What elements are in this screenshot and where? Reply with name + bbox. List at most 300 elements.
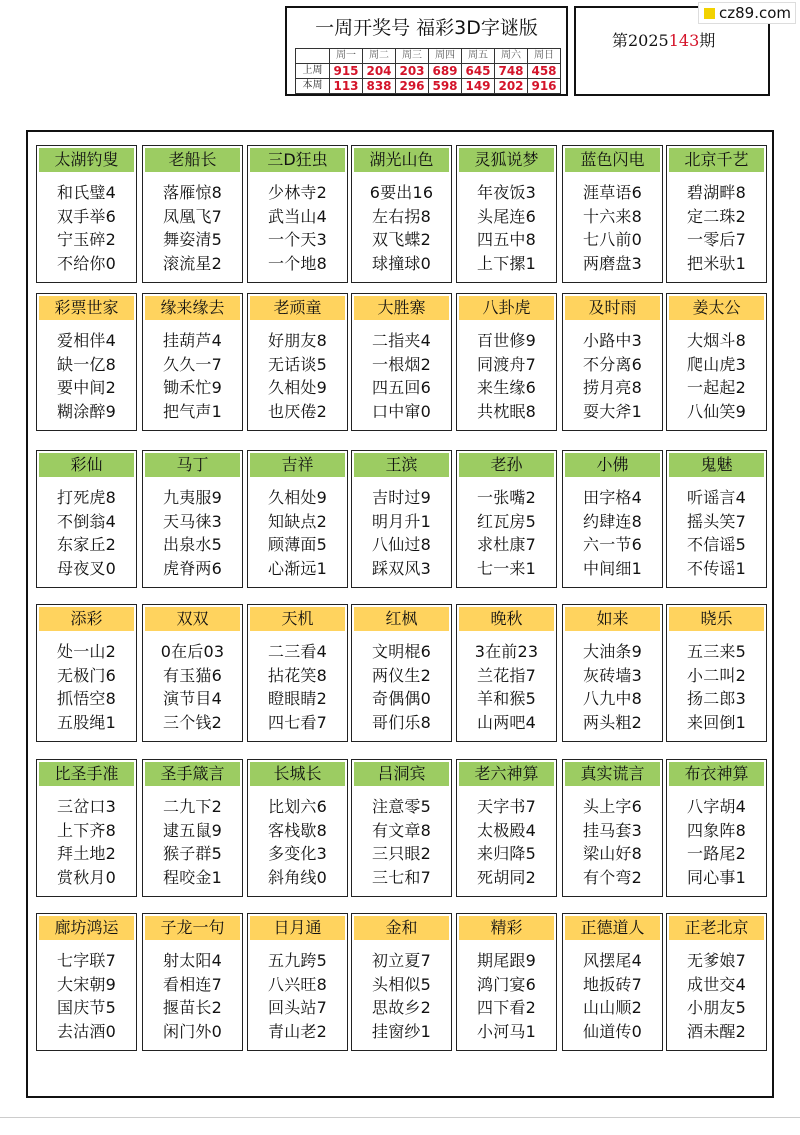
riddle-card (351, 450, 452, 588)
riddle-line: 死胡同2 (477, 867, 536, 887)
riddle-line: 踩双风3 (372, 558, 431, 578)
riddle-line: 无爹娘7 (687, 951, 746, 970)
riddle-line: 糊涂醉9 (57, 401, 116, 421)
riddle-line: 耍大斧1 (583, 401, 642, 421)
card-lines (457, 640, 556, 734)
riddle-card (456, 759, 557, 897)
card-title: 红枫 (354, 607, 449, 631)
card-title: 老船长 (145, 148, 240, 172)
weekday-label: 周三 (396, 49, 429, 64)
riddle-line: 把气声1 (163, 401, 222, 421)
weekday-label: 周二 (363, 49, 396, 64)
riddle-line: 看相连7 (163, 974, 222, 994)
card-lines (143, 329, 242, 423)
riddle-line: 和氏璧4 (57, 183, 116, 202)
card-title: 金和 (354, 916, 449, 940)
riddle-line: 一路尾2 (687, 844, 746, 863)
riddle-line: 虎脊两6 (163, 558, 222, 578)
riddle-line: 久相处9 (268, 488, 327, 507)
riddle-card (456, 604, 557, 742)
riddle-line: 口中窜0 (372, 401, 431, 421)
result-number: 598 (429, 79, 462, 94)
riddle-line: 三个钱2 (163, 712, 222, 732)
riddle-line: 红瓦房5 (477, 511, 536, 531)
riddle-card (142, 759, 243, 897)
riddle-line: 头尾连6 (477, 206, 536, 226)
card-lines (457, 329, 556, 423)
riddle-line: 八仙笑9 (687, 401, 746, 421)
riddle-line: 程咬金1 (163, 867, 222, 887)
riddle-line: 捞月亮8 (583, 378, 642, 397)
last-week-row (296, 64, 561, 79)
watermark-badge (698, 2, 796, 24)
card-title: 姜太公 (669, 296, 764, 320)
riddle-line: 一起起2 (687, 378, 746, 397)
riddle-line: 梁山好8 (583, 844, 642, 863)
riddle-line: 不传谣1 (687, 558, 746, 578)
card-lines (563, 795, 662, 889)
riddle-line: 天马徕3 (163, 511, 222, 531)
riddle-card (351, 293, 452, 431)
card-title: 蓝色闪电 (565, 148, 660, 172)
result-number: 149 (462, 79, 495, 94)
riddle-line: 不倒翁4 (57, 511, 116, 531)
riddle-line: 挂葫芦4 (163, 331, 222, 350)
result-number: 645 (462, 64, 495, 79)
card-title: 日月通 (250, 916, 345, 940)
card-lines (37, 949, 136, 1043)
riddle-card (666, 759, 767, 897)
riddle-line: 处一山2 (57, 642, 116, 661)
result-number: 838 (363, 79, 396, 94)
card-title: 缘来缘去 (145, 296, 240, 320)
riddle-line: 四五回6 (372, 378, 431, 397)
riddle-card (247, 604, 348, 742)
header-panel (285, 6, 568, 96)
card-lines (37, 795, 136, 889)
card-title: 湖光山色 (354, 148, 449, 172)
riddle-line: 八九中8 (583, 689, 642, 708)
riddle-line: 也厌倦2 (268, 401, 327, 421)
riddle-line: 一张嘴2 (477, 488, 536, 507)
riddle-card (247, 913, 348, 1051)
riddle-line: 缺一亿8 (57, 354, 116, 374)
watermark-text: cz89.com (719, 4, 792, 22)
riddle-card (666, 913, 767, 1051)
riddle-line: 两磨盘3 (583, 253, 642, 273)
card-lines (563, 640, 662, 734)
card-title: 彩仙 (39, 453, 134, 477)
riddle-line: 灰砖墙3 (583, 665, 642, 685)
riddle-line: 约肆连8 (583, 511, 642, 531)
riddle-line: 上下摞1 (477, 253, 536, 273)
card-lines (457, 181, 556, 275)
result-number: 916 (528, 79, 561, 94)
card-lines (352, 181, 451, 275)
card-title: 八卦虎 (459, 296, 554, 320)
card-lines (352, 329, 451, 423)
riddle-line: 八兴旺8 (268, 974, 327, 994)
riddle-line: 双飞蝶2 (372, 230, 431, 249)
card-lines (143, 486, 242, 580)
riddle-card (142, 145, 243, 283)
result-number: 748 (495, 64, 528, 79)
riddle-line: 一零后7 (687, 230, 746, 249)
riddle-line: 一个地8 (268, 253, 327, 273)
riddle-card (456, 450, 557, 588)
riddle-line: 爬山虎3 (687, 354, 746, 374)
riddle-card (36, 145, 137, 283)
riddle-line: 百世修9 (477, 331, 536, 350)
riddle-card (351, 913, 452, 1051)
square-logo-icon (704, 8, 715, 19)
riddle-line: 来回倒1 (687, 712, 746, 732)
riddle-line: 明月升1 (372, 511, 431, 531)
riddle-line: 扬二郎3 (687, 689, 746, 708)
riddle-line: 二九下2 (163, 797, 222, 816)
riddle-line: 揠苗长2 (163, 998, 222, 1017)
card-title: 马丁 (145, 453, 240, 477)
riddle-line: 初立夏7 (372, 951, 431, 970)
row-label: 本周 (296, 79, 330, 94)
riddle-line: 听谣言4 (687, 488, 746, 507)
riddle-line: 射太阳4 (163, 951, 222, 970)
card-title: 小佛 (565, 453, 660, 477)
riddle-card (351, 759, 452, 897)
card-lines (352, 795, 451, 889)
result-number: 203 (396, 64, 429, 79)
card-lines (563, 329, 662, 423)
card-title: 真实谎言 (565, 762, 660, 786)
this-week-row (296, 79, 561, 94)
card-title: 布衣神算 (669, 762, 764, 786)
riddle-card (456, 913, 557, 1051)
card-lines (667, 795, 766, 889)
riddle-line: 二三看4 (268, 642, 327, 661)
riddle-line: 大烟斗8 (687, 331, 746, 350)
riddle-line: 比划六6 (268, 797, 327, 816)
riddle-line: 四下看2 (477, 998, 536, 1017)
card-title: 老六神算 (459, 762, 554, 786)
card-lines (667, 329, 766, 423)
riddle-card (666, 604, 767, 742)
riddle-line: 一根烟2 (372, 354, 431, 374)
riddle-line: 3在前23 (474, 642, 539, 661)
card-lines (457, 949, 556, 1043)
card-title: 正德道人 (565, 916, 660, 940)
card-lines (352, 640, 451, 734)
riddle-line: 仙道传0 (583, 1021, 642, 1041)
card-lines (667, 486, 766, 580)
card-lines (667, 949, 766, 1043)
riddle-line: 锄禾忙9 (163, 378, 222, 397)
riddle-line: 不分离6 (583, 354, 642, 374)
riddle-card (36, 450, 137, 588)
riddle-line: 头相似5 (372, 974, 431, 994)
riddle-line: 挂马套3 (583, 820, 642, 840)
riddle-line: 酒未醒2 (687, 1021, 746, 1041)
riddle-line: 两头粗2 (583, 712, 642, 732)
riddle-line: 七字联7 (57, 951, 116, 970)
riddle-line: 把米驮1 (687, 253, 746, 273)
riddle-line: 头上字6 (583, 797, 642, 816)
riddle-line: 碧湖畔8 (687, 183, 746, 202)
riddle-line: 年夜饭3 (477, 183, 536, 202)
riddle-line: 有玉猫6 (163, 665, 222, 685)
riddle-board (26, 130, 774, 1098)
riddle-line: 有个弯2 (583, 867, 642, 887)
card-title: 如来 (565, 607, 660, 631)
riddle-line: 九夷服9 (163, 488, 222, 507)
card-title: 吕洞宾 (354, 762, 449, 786)
card-lines (143, 949, 242, 1043)
riddle-line: 七八前0 (583, 230, 642, 249)
weekday-label: 周五 (462, 49, 495, 64)
result-number: 915 (330, 64, 363, 79)
riddle-line: 同渡舟7 (477, 354, 536, 374)
riddle-line: 山两吧4 (477, 712, 536, 732)
card-lines (248, 640, 347, 734)
card-lines (457, 795, 556, 889)
riddle-card (562, 293, 663, 431)
riddle-line: 0在后03 (160, 642, 225, 661)
riddle-line: 上下齐8 (57, 820, 116, 840)
card-title: 三D狂虫 (250, 148, 345, 172)
page-title: 一周开奖号 福彩3D字谜版 (315, 17, 538, 39)
riddle-line: 大宋朝9 (57, 974, 116, 994)
riddle-line: 摇头笑7 (687, 511, 746, 531)
result-number: 296 (396, 79, 429, 94)
riddle-line: 回头站7 (268, 998, 327, 1017)
card-title: 精彩 (459, 916, 554, 940)
riddle-line: 宁玉碎2 (57, 230, 116, 249)
riddle-card (247, 759, 348, 897)
riddle-line: 滚流星2 (163, 253, 222, 273)
riddle-line: 闲门外0 (163, 1021, 222, 1041)
weekday-header-row (296, 49, 561, 64)
card-lines (352, 486, 451, 580)
row-label: 上周 (296, 64, 330, 79)
riddle-line: 拈花笑8 (268, 665, 327, 685)
riddle-line: 抓悟空8 (57, 689, 116, 708)
riddle-line: 吉时过9 (372, 488, 431, 507)
weekday-label: 周日 (528, 49, 561, 64)
riddle-line: 去沽酒0 (57, 1021, 116, 1041)
card-title: 彩票世家 (39, 296, 134, 320)
riddle-card (142, 450, 243, 588)
riddle-card (247, 145, 348, 283)
riddle-card (247, 293, 348, 431)
footer-divider (0, 1117, 800, 1118)
riddle-card (456, 145, 557, 283)
riddle-line: 八字胡4 (687, 797, 746, 816)
card-title: 老顽童 (250, 296, 345, 320)
card-lines (248, 486, 347, 580)
riddle-card (36, 293, 137, 431)
riddle-line: 客栈歇8 (268, 820, 327, 840)
card-lines (37, 329, 136, 423)
card-title: 灵狐说梦 (459, 148, 554, 172)
riddle-line: 五三来5 (687, 642, 746, 661)
card-lines (37, 486, 136, 580)
riddle-line: 不信谣5 (687, 535, 746, 554)
riddle-line: 凤凰飞7 (163, 206, 222, 226)
riddle-card (562, 145, 663, 283)
riddle-line: 不给你0 (57, 253, 116, 273)
riddle-line: 一个天3 (268, 230, 327, 249)
riddle-card (666, 450, 767, 588)
riddle-line: 兰花指7 (477, 665, 536, 685)
riddle-card (142, 913, 243, 1051)
riddle-card (562, 913, 663, 1051)
riddle-line: 羊和猴5 (477, 689, 536, 708)
riddle-line: 五九跨5 (268, 951, 327, 970)
riddle-line: 同心事1 (687, 867, 746, 887)
riddle-line: 山山顺2 (583, 998, 642, 1017)
riddle-card (142, 293, 243, 431)
riddle-line: 国庆节5 (57, 998, 116, 1017)
card-title: 比圣手准 (39, 762, 134, 786)
result-number: 458 (528, 64, 561, 79)
riddle-line: 文明棍6 (372, 642, 431, 661)
riddle-line: 落雁惊8 (163, 183, 222, 202)
card-lines (37, 181, 136, 275)
riddle-line: 定二珠2 (687, 206, 746, 226)
riddle-line: 小河马1 (477, 1021, 536, 1041)
riddle-line: 球撞球0 (372, 253, 431, 273)
riddle-line: 地扳砖7 (583, 974, 642, 994)
riddle-line: 出泉水5 (163, 535, 222, 554)
riddle-line: 母夜叉0 (57, 558, 116, 578)
riddle-card (456, 293, 557, 431)
card-lines (667, 181, 766, 275)
riddle-line: 无话谈5 (268, 354, 327, 374)
card-title: 天机 (250, 607, 345, 631)
riddle-line: 好朋友8 (268, 331, 327, 350)
riddle-card (562, 759, 663, 897)
riddle-line: 风摆尾4 (583, 951, 642, 970)
riddle-card (351, 604, 452, 742)
riddle-line: 八仙过8 (372, 535, 431, 554)
result-number: 689 (429, 64, 462, 79)
riddle-line: 久相处9 (268, 378, 327, 397)
card-lines (37, 640, 136, 734)
riddle-line: 逮五鼠9 (163, 820, 222, 840)
card-lines (563, 486, 662, 580)
riddle-line: 六一节6 (583, 535, 642, 554)
riddle-line: 青山老2 (268, 1021, 327, 1041)
riddle-line: 小路中3 (583, 331, 642, 350)
riddle-line: 打死虎8 (57, 488, 116, 507)
issue-number-value: 143 (668, 31, 700, 50)
riddle-line: 七一来1 (477, 558, 536, 578)
card-lines (248, 181, 347, 275)
riddle-line: 三只眼2 (372, 844, 431, 863)
riddle-card (562, 450, 663, 588)
riddle-line: 注意零5 (372, 797, 431, 816)
riddle-line: 太极殿4 (477, 820, 536, 840)
card-lines (143, 640, 242, 734)
card-title: 廊坊鸿运 (39, 916, 134, 940)
riddle-line: 奇偶偶0 (372, 689, 431, 708)
riddle-line: 期尾跟9 (477, 951, 536, 970)
riddle-line: 三七和7 (372, 867, 431, 887)
card-title: 鬼魅 (669, 453, 764, 477)
riddle-line: 猴子群5 (163, 844, 222, 863)
card-title: 老孙 (459, 453, 554, 477)
issue-suffix: 期 (699, 31, 716, 50)
riddle-card (36, 913, 137, 1051)
corner-cell (296, 49, 330, 64)
card-title: 太湖钓叟 (39, 148, 134, 172)
riddle-card (351, 145, 452, 283)
riddle-line: 来生缘6 (477, 378, 536, 397)
card-title: 子龙一句 (145, 916, 240, 940)
riddle-line: 无极门6 (57, 665, 116, 685)
riddle-line: 成世交4 (687, 974, 746, 994)
riddle-line: 十六来8 (583, 206, 642, 226)
riddle-line: 涯草语6 (583, 183, 642, 202)
riddle-line: 心渐远1 (268, 558, 327, 578)
riddle-line: 大油条9 (583, 642, 642, 661)
card-title: 王滨 (354, 453, 449, 477)
card-title: 添彩 (39, 607, 134, 631)
riddle-line: 武当山4 (268, 206, 327, 226)
riddle-line: 小二叫2 (687, 665, 746, 685)
result-number: 202 (495, 79, 528, 94)
card-title: 吉祥 (250, 453, 345, 477)
riddle-card (36, 759, 137, 897)
riddle-line: 有文章8 (372, 820, 431, 840)
result-number: 204 (363, 64, 396, 79)
card-title: 双双 (145, 607, 240, 631)
riddle-line: 久久一7 (163, 354, 222, 374)
riddle-line: 思故乡2 (372, 998, 431, 1017)
card-title: 正老北京 (669, 916, 764, 940)
card-title: 北京千艺 (669, 148, 764, 172)
riddle-line: 知缺点2 (268, 511, 327, 531)
card-lines (248, 795, 347, 889)
riddle-line: 爱相伴4 (57, 331, 116, 350)
card-lines (667, 640, 766, 734)
card-title: 长城长 (250, 762, 345, 786)
card-lines (143, 181, 242, 275)
riddle-line: 顾薄面5 (268, 535, 327, 554)
card-lines (457, 486, 556, 580)
card-lines (143, 795, 242, 889)
riddle-line: 挂窗纱1 (372, 1021, 431, 1041)
riddle-line: 田字格4 (583, 488, 642, 507)
riddle-card (36, 604, 137, 742)
riddle-line: 中间细1 (583, 558, 642, 578)
riddle-line: 小朋友5 (687, 998, 746, 1017)
card-title: 大胜寨 (354, 296, 449, 320)
riddle-line: 多变化3 (268, 844, 327, 863)
riddle-line: 四七看7 (268, 712, 327, 732)
card-title: 及时雨 (565, 296, 660, 320)
riddle-line: 鸿门宴6 (477, 974, 536, 994)
riddle-line: 四象阵8 (687, 820, 746, 840)
result-number: 113 (330, 79, 363, 94)
riddle-line: 求杜康7 (477, 535, 536, 554)
riddle-line: 赏秋月0 (57, 867, 116, 887)
riddle-line: 共枕眠8 (477, 401, 536, 421)
riddle-card (142, 604, 243, 742)
riddle-line: 东家丘2 (57, 535, 116, 554)
riddle-line: 哥们乐8 (372, 712, 431, 732)
riddle-line: 三岔口3 (57, 797, 116, 816)
riddle-card (247, 450, 348, 588)
